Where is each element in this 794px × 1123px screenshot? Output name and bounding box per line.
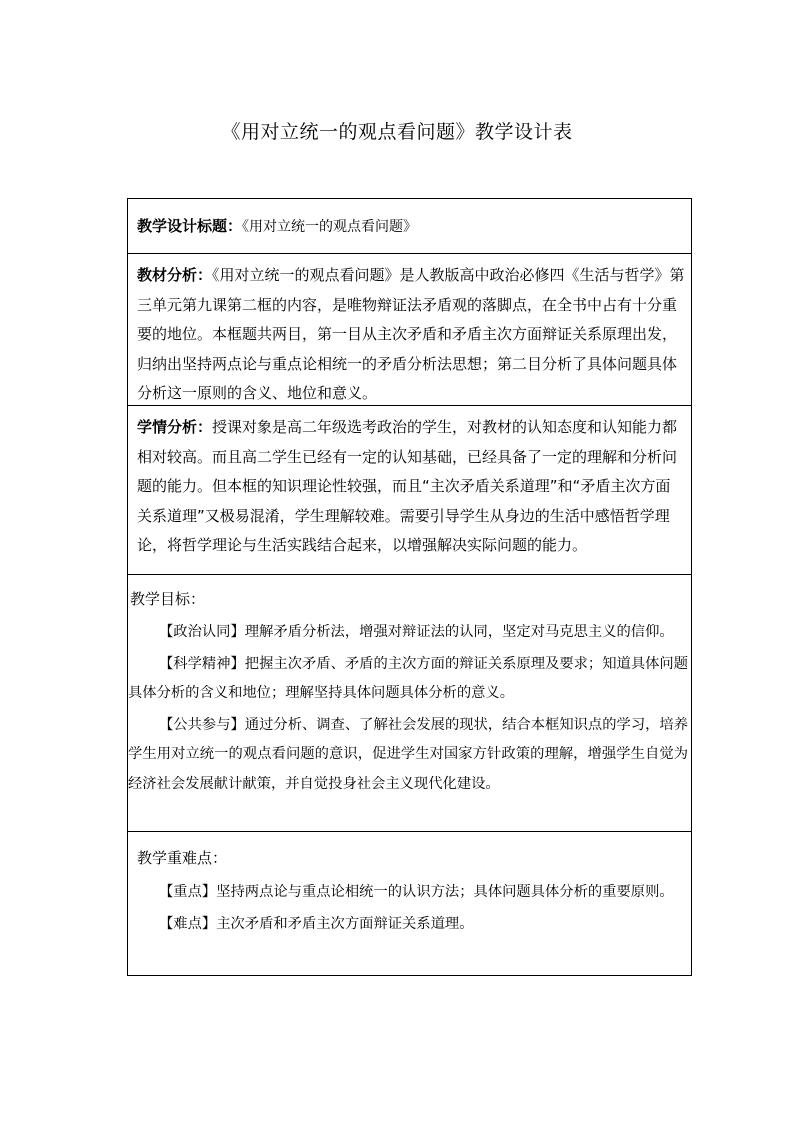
objective-scientific-spirit bbox=[128, 650, 688, 709]
design-title-value: 《用对立统一的观点看问题》 bbox=[242, 219, 418, 235]
key-point-text: 坚持两点论与重点论相统一的认识方法；具体问题具体分析的重要原则。 bbox=[216, 884, 674, 900]
objective-public-participation bbox=[128, 711, 688, 800]
objective-political-identity bbox=[128, 618, 688, 648]
textbook-analysis-row bbox=[128, 254, 691, 406]
key-point-tag: 【重点】 bbox=[159, 884, 217, 900]
objective-text: 把握主次矛盾、矛盾的主次方面的辩证关系原理及要求；知道具体问题具体分析的含义和地位；理解坚持具体问题具体分析的意义。 bbox=[128, 655, 689, 701]
student-analysis-label: 学情分析： bbox=[137, 418, 213, 436]
teaching-design-table bbox=[127, 198, 692, 976]
teaching-objectives-label: 教学目标： bbox=[130, 590, 206, 608]
key-point-item bbox=[128, 878, 688, 908]
student-analysis-text: 授课对象是高二年级选考政治的学生，对教材的认知态度和认知能力都相对较高。而且高二学生已经有一定的认知基础，已经具备了一定的理解和分析问题的能力。但本框的知识理论性较强，而且“主次矛盾关系道理”和“矛盾主次方面关系道理”又极易混淆，学生理解较难。需要引导学生从身边的生活中感悟哲学理论，将哲学理论与生活实践结合起来，以增强解决实际问题的能力。 bbox=[137, 418, 678, 554]
textbook-analysis-text: 《用对立统一的观点看问题》是人教版高中政治必修四《生活与哲学》第三单元第九课第二框的内容，是唯物辩证法矛盾观的落脚点，在全书中占有十分重要的地位。本框题共两目，第一目从主次矛盾和矛盾主次方面辩证关系原理出发，归纳出坚持两点论与重点论相统一的矛盾分析法思想；第二目分析了具体问题具体分析这一原则的含义、地位和意义。 bbox=[137, 266, 685, 402]
student-analysis-row bbox=[128, 406, 691, 575]
objective-text: 理解矛盾分析法，增强对辩证法的认同，坚定对马克思主义的信仰。 bbox=[244, 624, 674, 640]
design-title-label: 教学设计标题： bbox=[137, 217, 243, 235]
objective-tag: 【政治认同】 bbox=[159, 624, 245, 640]
key-difficult-points-row bbox=[128, 832, 691, 975]
design-title-row bbox=[128, 199, 691, 254]
document-title: 《用对立统一的观点看问题》教学设计表 bbox=[221, 121, 573, 143]
difficult-point-text: 主次矛盾和矛盾主次方面辩证关系道理。 bbox=[216, 915, 474, 932]
difficult-point-item bbox=[128, 910, 688, 940]
teaching-objectives-row bbox=[128, 575, 691, 832]
key-points-label: 教学重难点： bbox=[137, 849, 228, 867]
objective-tag: 【公共参与】 bbox=[159, 716, 245, 733]
difficult-point-tag: 【难点】 bbox=[159, 915, 217, 932]
objective-text: 通过分析、调查、了解社会发展的现状，结合本框知识点的学习，培养学生用对立统一的观点看问题的意识，促进学生对国家方针政策的理解，增强学生自觉为经济社会发展献计献策，并自觉投身社会主义现代化建设。 bbox=[128, 716, 689, 792]
textbook-analysis-label: 教材分析： bbox=[137, 266, 213, 284]
objective-tag: 【科学精神】 bbox=[159, 655, 245, 672]
